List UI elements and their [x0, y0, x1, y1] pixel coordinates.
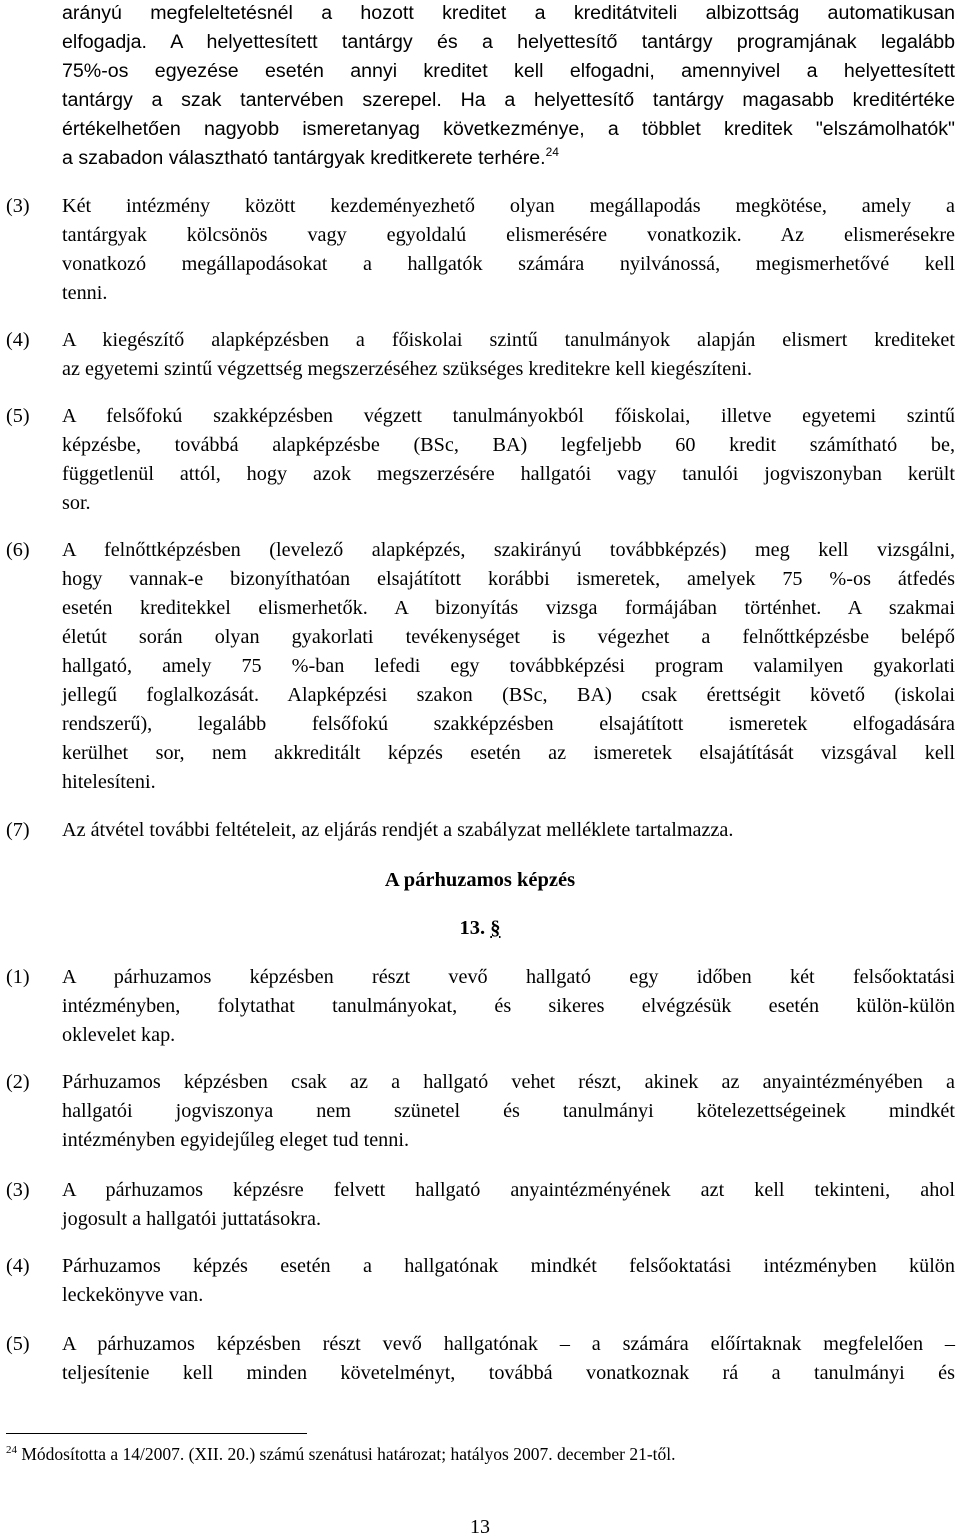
item-line: tenni. — [62, 282, 108, 304]
item-line: kerülhet sor, nem akkreditált képzés esetén az ismeretek elsajátítását vizsgával kell — [62, 742, 955, 764]
intro-line: arányú megfeleltetésnél a hozott kreditet a kreditátviteli albizottság automatikusan — [62, 2, 955, 24]
item-line: vonatkozó megállapodásokat a hallgatók számára nyilvánossá, megismerhetővé kell — [62, 253, 955, 275]
item-number: (5) — [6, 405, 30, 427]
item-line: hogy vannak-e bizonyíthatóan elsajátított korábbi ismeretek, amelyek 75 %-os átfedés — [62, 568, 955, 590]
page-number: 13 — [470, 1516, 490, 1538]
item-number: (4) — [6, 1255, 30, 1277]
item-number: (2) — [6, 1071, 30, 1093]
item-line: leckekönyve van. — [62, 1284, 204, 1306]
item-line: képzésbe, továbbá alapképzésbe (BSc, BA) legfeljebb 60 kredit számítható be, — [62, 434, 955, 456]
footnote-reference: 24 — [545, 145, 559, 159]
item-line: esetén kreditekkel elismerhetők. A bizonyítás vizsga formájában történhet. A szakmai — [62, 597, 955, 619]
item-line: Párhuzamos képzés esetén a hallgatónak mindkét felsőoktatási intézményben külön — [62, 1255, 955, 1277]
item-number: (3) — [6, 1179, 30, 1201]
item-line: jellegű foglalkozását. Alapképzési szakon (BSc, BA) csak érettségit követő (iskolai — [62, 684, 955, 706]
item-line: A párhuzamos képzésben részt vevő hallgató egy időben két felsőoktatási — [62, 966, 955, 988]
item-line: Két intézmény között kezdeményezhető olyan megállapodás megkötése, amely a — [62, 195, 955, 217]
footnote-text: Módosította a 14/2007. (XII. 20.) számú szenátusi határozat; hatályos 2007. december 21-től. — [21, 1444, 676, 1464]
intro-line: tantárgy a szak tantervében szerepel. Ha a helyettesítő tantárgy magasabb kreditértéke — [62, 89, 955, 111]
item-line: intézményben, folytathat tanulmányokat, és sikeres elvégzésük esetén külön-külön — [62, 995, 955, 1017]
section-number: 13. — [459, 917, 486, 939]
intro-line: elfogadja. A helyettesített tantárgy és a helyettesítő tantárgy programjának legalább — [62, 31, 955, 53]
item-number: (4) — [6, 329, 30, 351]
item-line: Az átvétel további feltételeit, az eljárás rendjét a szabályzat melléklete tartalmazza. — [62, 819, 734, 841]
item-line: jogosult a hallgatói juttatásokra. — [62, 1208, 322, 1230]
item-number: (7) — [6, 819, 30, 841]
item-line: A kiegészítő alapképzésben a főiskolai szintű tanulmányok alapján elismert krediteket — [62, 329, 955, 351]
footnote-separator — [6, 1433, 307, 1434]
item-line: hallgatói jogviszonya nem szünetel és tanulmányi kötelezettségeinek mindkét — [62, 1100, 955, 1122]
section-sign: § — [490, 917, 501, 939]
item-line: Párhuzamos képzésben csak az a hallgató vehet részt, akinek az anyaintézményében a — [62, 1071, 955, 1093]
item-line: az egyetemi szintű végzettség megszerzéséhez szükséges kreditekre kell kiegészíteni. — [62, 358, 752, 380]
intro-line-last — [62, 145, 559, 169]
item-line: életút során olyan gyakorlati tevékenységet is végezhet a felnőttképzésbe belépő — [62, 626, 955, 648]
item-line: sor. — [62, 492, 91, 514]
section-number-heading — [0, 918, 960, 939]
item-line: intézményben egyidejűleg eleget tud tenni. — [62, 1129, 409, 1151]
intro-line: értékelhetően nagyobb ismeretanyag következménye, a többlet kreditek "elszámolhatók" — [62, 118, 955, 140]
item-line: oklevelet kap. — [62, 1024, 176, 1046]
item-line: A felsőfokú szakképzésben végzett tanulmányokból főiskolai, illetve egyetemi szintű — [62, 405, 955, 427]
item-line: A párhuzamos képzésben részt vevő hallgatónak – a számára előírtaknak megfelelően – — [62, 1333, 955, 1355]
item-line: A felnőttképzésben (levelező alapképzés, szakirányú továbbképzés) meg kell vizsgálni, — [62, 539, 955, 561]
item-line: hitelesíteni. — [62, 771, 156, 793]
intro-line-text: a szabadon választható tantárgyak kreditkerete terhére. — [62, 147, 546, 169]
item-line: hallgató, amely 75 %-ban lefedi egy továbbképzési program valamilyen gyakorlati — [62, 655, 955, 677]
item-line: függetlenül attól, hogy azok megszerzésére hallgatói vagy tanulói jogviszonyban került — [62, 463, 955, 485]
item-line: tantárgyak kölcsönös vagy egyoldalú elismerésére vonatkozik. Az elismerésekre — [62, 224, 955, 246]
section-heading: A párhuzamos képzés — [384, 869, 576, 891]
footnote — [6, 1444, 676, 1465]
item-line: rendszerű), legalább felsőfokú szakképzésben elsajátított ismeretek elfogadására — [62, 713, 955, 735]
item-number: (1) — [6, 966, 30, 988]
item-number: (5) — [6, 1333, 30, 1355]
intro-line: 75%-os egyezése esetén annyi kreditet kell elfogadni, amennyivel a helyettesített — [62, 60, 955, 82]
item-number: (6) — [6, 539, 30, 561]
item-line: teljesítenie kell minden követelményt, továbbá vonatkoznak rá a tanulmányi és — [62, 1362, 955, 1384]
footnote-marker: 24 — [6, 1444, 17, 1456]
item-line: A párhuzamos képzésre felvett hallgató anyaintézményének azt kell tekinteni, ahol — [62, 1179, 955, 1201]
item-number: (3) — [6, 195, 30, 217]
